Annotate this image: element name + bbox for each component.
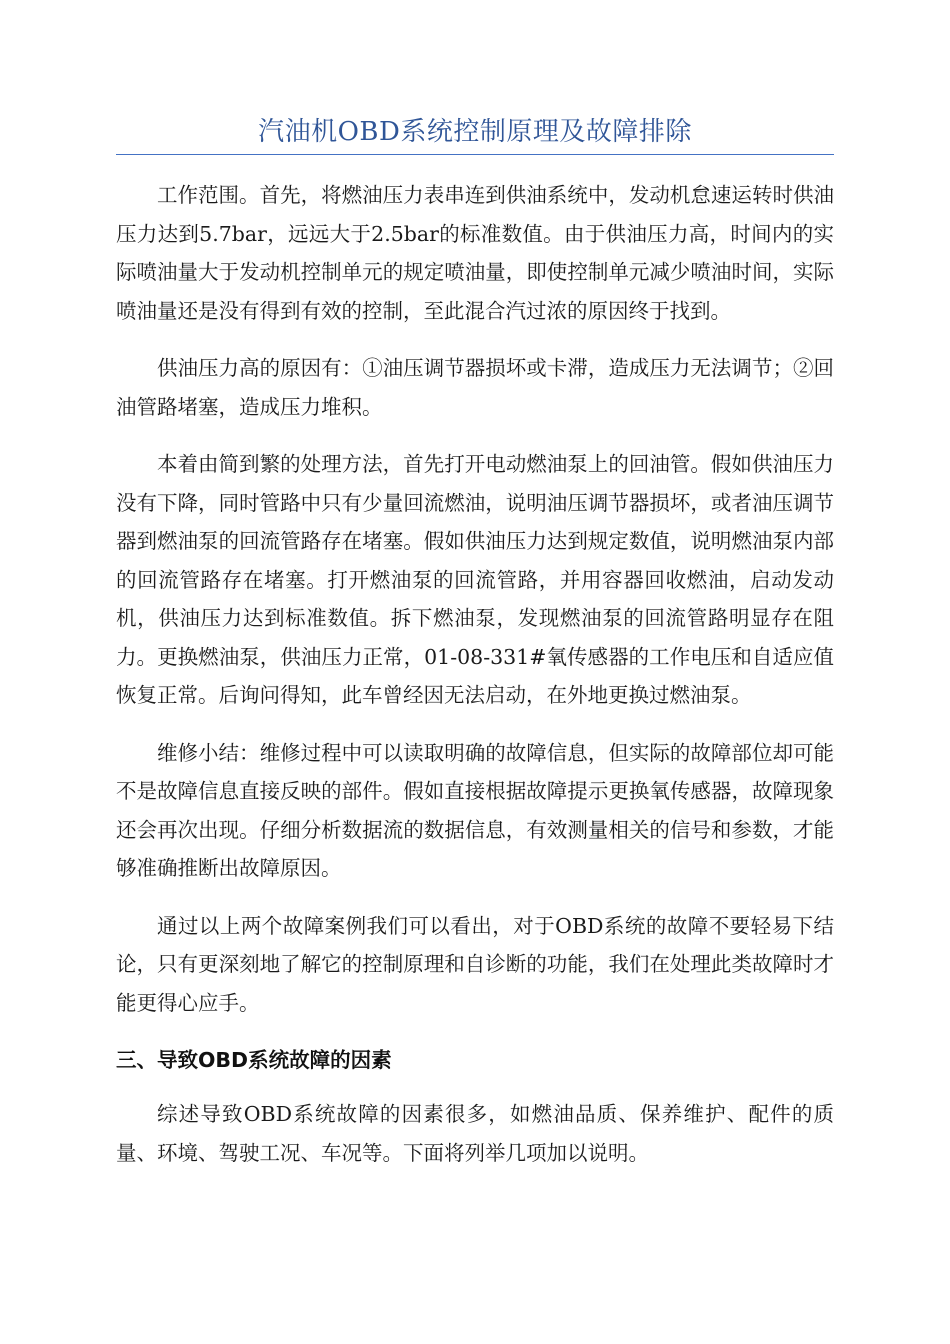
section-heading: 三、导致OBD系统故障的因素 (116, 1048, 392, 1072)
paragraph-troubleshooting-steps: 本着由简到繁的处理方法，首先打开电动燃油泵上的回油管。假如供油压力没有下降，同时管路中只有少量回流燃油，说明油压调节器损坏，或者油压调节器到燃油泵的回流管路存在堵塞。假如供油压力达到规定数值，说明燃油泵内部的回流管路存在堵塞。打开燃油泵的回流管路，并用容器回收燃油，启动发动机，供油压力达到标准数值。拆下燃油泵，发现燃油泵的回流管路明显存在阻力。更换燃油泵，供油压力正常，01-08-331#氧传感器的工作电压和自适应值恢复正常。后询问得知，此车曾经因无法启动，在外地更换过燃油泵。 (116, 452, 834, 707)
document-body (116, 176, 834, 1191)
page-title: 汽油机OBD系统控制原理及故障排除 (258, 117, 692, 147)
paragraph-conclusion: 通过以上两个故障案例我们可以看出，对于OBD系统的故障不要轻易下结论，只有更深刻地了解它的控制原理和自诊断的功能，我们在处理此类故障时才能更得心应手。 (116, 913, 834, 1015)
paragraph-section-intro: 综述导致OBD系统故障的因素很多，如燃油品质、保养维护、配件的质量、环境、驾驶工况、车况等。下面将列举几项加以说明。 (116, 1102, 834, 1165)
paragraph-pressure-causes: 供油压力高的原因有：①油压调节器损坏或卡滞，造成压力无法调节；②回油管路堵塞，造成压力堆积。 (116, 356, 834, 419)
title-underline (116, 154, 834, 155)
paragraph-working-range: 工作范围。首先，将燃油压力表串连到供油系统中，发动机怠速运转时供油压力达到5.7bar，远远大于2.5bar的标准数值。由于供油压力高，时间内的实际喷油量大于发动机控制单元的规定喷油量，即使控制单元减少喷油时间，实际喷油量还是没有得到有效的控制，至此混合汽过浓的原因终于找到。 (116, 183, 834, 323)
paragraph-repair-summary: 维修小结：维修过程中可以读取明确的故障信息，但实际的故障部位却可能不是故障信息直接反映的部件。假如直接根据故障提示更换氧传感器，故障现象还会再次出现。仔细分析数据流的数据信息，有效测量相关的信号和参数，才能够准确推断出故障原因。 (116, 740, 834, 880)
